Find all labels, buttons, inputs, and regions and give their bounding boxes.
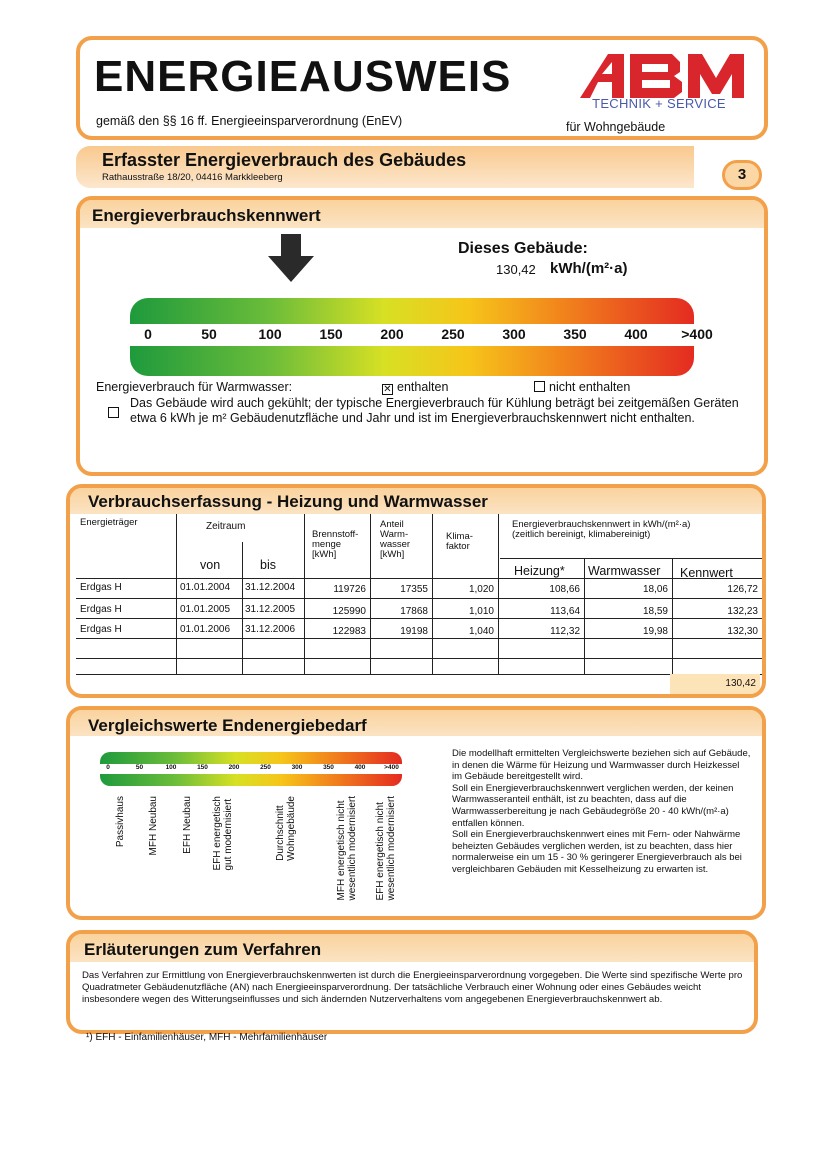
page-number-badge: 3: [722, 160, 762, 190]
reference-label: EFH energetisch nicht wesentlich modernisiert: [374, 796, 397, 901]
table-cell-bis: 31.12.2006: [245, 624, 296, 635]
table-cell-bis: 31.12.2004: [245, 582, 296, 593]
erlaeuterung-title: Erläuterungen zum Verfahren: [84, 940, 322, 959]
table-cell-kennwert: 126,72: [727, 584, 758, 595]
table-cell-warmwasser: 18,59: [642, 606, 668, 617]
header-box: [76, 36, 768, 140]
warmwater-included[interactable]: [382, 380, 448, 395]
scale-tick: 100: [258, 326, 282, 342]
table-cell-traeger: Erdgas H: [80, 604, 122, 615]
table-cell-heizung: 113,64: [550, 606, 580, 617]
erlaeuterung-section: [66, 930, 758, 1034]
energy-scale: [130, 298, 713, 376]
table-cell-anteil: 17868: [400, 606, 428, 617]
scale-tick: 50: [201, 326, 217, 342]
reference-label: MFH energetisch nicht wesentlich modernisiert: [335, 796, 358, 901]
table-cell-kennwert: 132,23: [727, 606, 758, 617]
arrow-down-icon: [268, 234, 314, 282]
header-von: von: [200, 558, 221, 572]
scale-tick: 150: [319, 326, 343, 342]
table-cell-anteil: 19198: [400, 626, 428, 637]
building-unit: kWh/(m²·a): [550, 260, 628, 277]
comparison-scale: [100, 752, 402, 786]
header-anteil: Anteil Warm- wasser [kWh]: [380, 519, 411, 560]
checkbox-empty-icon: [534, 381, 545, 392]
checkbox-empty-icon: [108, 407, 119, 418]
table-cell-warmwasser: 18,06: [642, 584, 668, 595]
table-cell-klima: 1,020: [468, 584, 494, 595]
reference-label: Durchschnitt Wohngebäude: [275, 796, 298, 861]
table-cell-klima: 1,040: [468, 626, 494, 637]
scale-tick: 150: [197, 764, 208, 771]
table-cell-traeger: Erdgas H: [80, 582, 122, 593]
scale-tick: 300: [502, 326, 526, 342]
vergleich-text: Die modellhaft ermittelten Vergleichswerte beziehen sich auf Gebäude, in denen die Wärme für Heizung und Warmwasser durch Heizkessel im Gebäude bereitgestellt wird. Soll ein Energieverbrauchskennwert verglichen werden, der keinen Warmwasseranteil enthält, ist zu beachten, dass auf die Warmwasserbereitung je nach Gebäudegröße 20 - 40 kWh/(m²·a) entfallen können. Soll ein Energieverbrauchskennwert eines mit Fern- oder Nahwärme beheizten Gebäudes verglichen werden, ist zu beachten, dass hier normalerweise ein um 15 - 30 % geringerer Energieverbrauch als bei vergleichbaren Gebäuden mit Kesselheizung zu erwarten ist.: [452, 748, 751, 875]
table-cell-heizung: 108,66: [549, 584, 580, 595]
band-title: Erfasster Energieverbrauch des Gebäudes: [102, 150, 467, 170]
building-label: Dieses Gebäude:: [458, 240, 588, 257]
kennwert-section: [76, 196, 768, 476]
scale-tick: >400: [681, 326, 713, 342]
table-cell-klima: 1,010: [468, 606, 494, 617]
cooling-text: Das Gebäude wird auch gekühlt; der typische Energieverbrauch für Kühlung beträgt bei zeitgemäßen Geräten etwa 6 kWh je m² Gebäudenutzfläche und Jahr und ist im Energieverbrauchskennwert nicht enthalten.: [130, 396, 739, 425]
header-heizung: Heizung*: [514, 564, 565, 578]
kennwert-title: Energieverbrauchskennwert: [92, 206, 321, 225]
table-cell-warmwasser: 19,98: [642, 626, 668, 637]
scale-tick: 400: [354, 764, 366, 771]
header-klima: Klima- faktor: [446, 531, 473, 552]
document-title: ENERGIEAUSWEIS: [94, 52, 512, 101]
header-traeger: Energieträger: [80, 517, 138, 528]
header-brennstoff: Brennstoff- menge [kWh]: [312, 529, 359, 560]
header-warmwasser: Warmwasser: [588, 564, 661, 578]
verbrauch-title: Verbrauchserfassung - Heizung und Warmwasser: [88, 492, 488, 511]
building-type: für Wohngebäude: [566, 120, 666, 134]
included-label: enthalten: [397, 380, 449, 394]
header-zeitraum: Zeitraum: [206, 521, 246, 532]
table-cell-brennstoff: 119726: [333, 584, 366, 595]
table-cell-brennstoff: 122983: [332, 626, 366, 637]
building-address: Rathausstraße 18/20, 04416 Markkleeberg: [102, 172, 283, 183]
cooling-checkbox[interactable]: [108, 404, 123, 422]
table-cell-von: 01.01.2004: [180, 582, 231, 593]
reference-label: MFH Neubau: [148, 796, 160, 856]
document-subtitle: gemäß den §§ 16 ff. Energieeinsparverordnung (EnEV): [96, 114, 403, 128]
vergleich-title: Vergleichswerte Endenergiebedarf: [88, 716, 367, 735]
building-value: 130,42: [496, 262, 536, 277]
scale-tick: 100: [165, 764, 177, 771]
table-cell-anteil: 17355: [400, 584, 428, 595]
scale-tick: 0: [106, 764, 110, 771]
scale-tick: 250: [260, 764, 271, 771]
warmwater-label: Energieverbrauch für Warmwasser:: [96, 380, 293, 394]
not-included-label: nicht enthalten: [549, 380, 631, 394]
scale-tick: 350: [563, 326, 587, 342]
scale-tick: 0: [144, 326, 152, 342]
reference-label: EFH energetisch gut modernisiert: [211, 796, 234, 871]
scale-tick: 400: [624, 326, 648, 342]
table-cell-traeger: Erdgas H: [80, 624, 122, 635]
table-cell-brennstoff: 125990: [332, 606, 366, 617]
checkbox-checked-icon: ✕: [383, 384, 392, 395]
abm-logo-icon: [578, 52, 748, 102]
scale-tick: 250: [441, 326, 465, 342]
table-cell-bis: 31.12.2005: [245, 604, 296, 615]
table-cell-von: 01.01.2005: [180, 604, 231, 615]
reference-label: Passivhaus: [115, 796, 127, 848]
vergleich-section: [66, 706, 766, 920]
consumption-band: [76, 146, 694, 188]
reference-label: EFH Neubau: [181, 796, 193, 854]
header-bis: bis: [260, 558, 276, 572]
average-value: 130,42: [725, 678, 756, 689]
warmwater-not-included[interactable]: [534, 380, 630, 394]
footnote: ¹) EFH - Einfamilienhäuser, MFH - Mehrfamilienhäuser: [86, 1032, 328, 1043]
scale-tick: 300: [291, 764, 303, 771]
logo-subtitle: TECHNIK + SERVICE: [592, 96, 726, 111]
scale-tick: 50: [135, 764, 144, 771]
scale-tick: 200: [380, 326, 404, 342]
table-cell-von: 01.01.2006: [180, 624, 231, 635]
table-cell-heizung: 112,32: [550, 626, 580, 637]
table-cell-kennwert: 132,30: [727, 626, 758, 637]
scale-tick: 200: [228, 764, 240, 771]
verbrauch-section: [66, 484, 766, 698]
scale-tick: 350: [323, 764, 334, 771]
erlaeuterung-text: Das Verfahren zur Ermittlung von Energieverbrauchskennwerten ist durch die Energieeinsparverordnung vorgegeben. Die Werte sind spezifische Werte pro Quadratmeter Gebäudenutzfläche (AN) nach Energieeinsparverordnung. Der tatsächliche Verbrauch einer Wohnung oder eines Gebäudes weicht insbesondere wegen des Witterungseinflusses und sich ändernden Nutzerverhaltens vom angegebenen Energieverbrauchskennwert ab.: [82, 970, 743, 1005]
header-kennwert: Kennwert: [680, 566, 733, 580]
scale-tick: >400: [384, 764, 399, 771]
header-kennwert-group: Energieverbrauchskennwert in kWh/(m²·a) (zeitlich bereinigt, klimabereinigt): [512, 519, 691, 540]
